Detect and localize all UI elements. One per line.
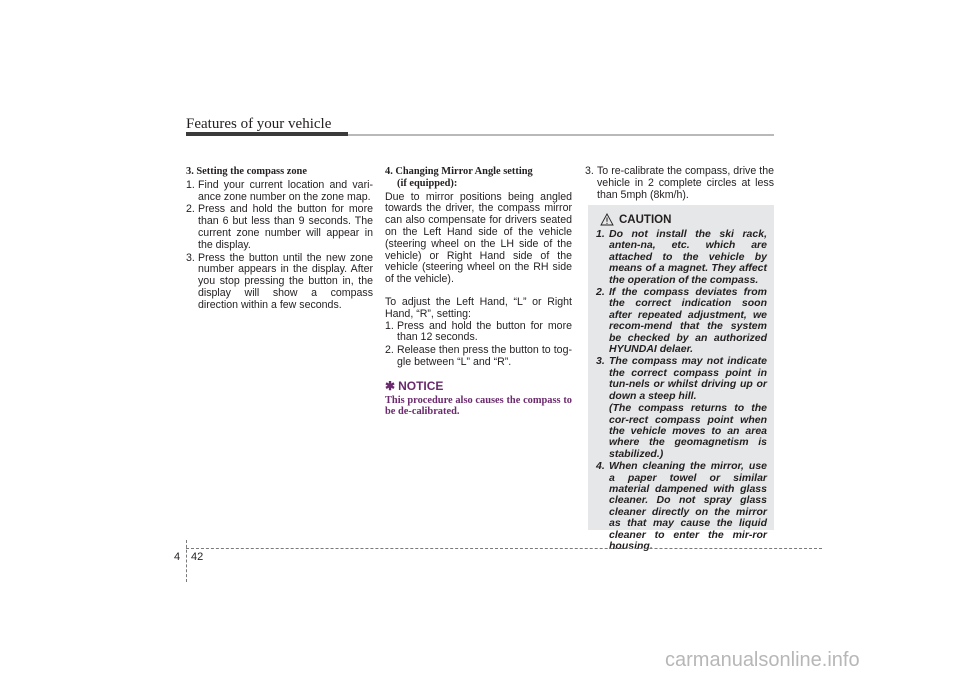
- item-text: If the compass deviates from the correct indication soon after repeated adjustment, we recom-mend that the system be checked by an authorized HYUNDAI delaer.: [609, 286, 767, 356]
- list-item: [385, 321, 572, 345]
- footer-rule: [186, 548, 822, 549]
- list-item: [385, 345, 572, 369]
- caution-title: CAUTION: [619, 213, 672, 226]
- item-text: Press and hold the button for more than 12 seconds.: [397, 319, 572, 344]
- section-title-compass-zone: 3. Setting the compass zone: [186, 166, 307, 177]
- item-number: 3.: [585, 165, 594, 177]
- section-title-main: 4. Changing Mirror Angle setting: [385, 166, 533, 177]
- warning-triangle-icon: [600, 213, 614, 226]
- notice-body: This procedure also causes the compass to be de-calibrated.: [385, 394, 572, 418]
- item-number: 3.: [186, 251, 195, 264]
- item-text: Press the button until the new zone number appears in the display. After you stop pressing the button in, the display will show a compass direction within a few seconds.: [198, 251, 373, 311]
- caution-item: [596, 287, 767, 355]
- caution-box: [588, 205, 774, 552]
- header-rule-dark: [186, 132, 348, 136]
- caution-item: [596, 461, 767, 552]
- item-number: 1.: [385, 319, 394, 332]
- item-text: Do not install the ski rack, anten-na, etc. which are attached to the vehicle by means of a magnet. They affect the operation of the compass.: [609, 228, 767, 286]
- notice-title: NOTICE: [398, 378, 444, 393]
- page-number: 42: [191, 551, 204, 563]
- footer-divider: [186, 540, 187, 582]
- item-number: 1.: [596, 228, 605, 240]
- item-note: (The compass returns to the cor-rect compass point when the vehicle moves to an area where the geomagnetism is stabilized.): [609, 402, 767, 460]
- list-item: [186, 180, 373, 204]
- column-mirror-angle: [385, 166, 572, 418]
- column-compass-zone: [186, 166, 373, 313]
- list-item: [585, 166, 774, 201]
- item-number: 2.: [596, 286, 605, 299]
- chapter-number: 4: [174, 551, 181, 563]
- paragraph-mirror-positions: Due to mirror positions being angled towards the driver, the compass mirror can also compensate for drivers seated on the Left Hand side of the vehicle (steering wheel on the LH side of the vehicle) or Right Hand side of the vehicle (steering wheel on the RH side of the vehicle).: [385, 190, 572, 286]
- caution-item: [596, 229, 767, 286]
- section-title-mirror-angle: [385, 166, 572, 190]
- item-number: 3.: [596, 355, 605, 368]
- item-text: When cleaning the mirror, use a paper towel or similar material dampened with glass cleaner. Do not spray glass cleaner directly on the mirror as that may cause the liquid cleaner to enter the mir-ror housing.: [609, 460, 767, 552]
- item-number: 1.: [186, 178, 195, 191]
- item-text: The compass may not indicate the correct compass point in tun-nels or whilst driving up or down a steep hill.: [609, 355, 767, 402]
- notice-heading: [385, 378, 572, 393]
- item-text: Release then press the button to tog-gle between “L” and “R”.: [397, 344, 572, 368]
- column-recalibrate: [585, 166, 774, 202]
- header-rule-light: [348, 134, 774, 136]
- caution-heading: [600, 213, 767, 226]
- watermark-text: carmanualsonline.info: [665, 649, 860, 671]
- item-number: 4.: [596, 460, 605, 473]
- item-number: 2.: [186, 203, 195, 216]
- section-title-sub: (if equipped):: [397, 177, 458, 189]
- list-item: [186, 253, 373, 312]
- paragraph-adjust-setting: To adjust the Left Hand, “L” or Right Hand, “R”, setting:: [385, 295, 572, 320]
- list-item: [186, 204, 373, 251]
- page-header-title: Features of your vehicle: [186, 116, 332, 132]
- notice-icon: ✱: [385, 378, 396, 393]
- item-number: 2.: [385, 344, 394, 357]
- item-text: Press and hold the button for more than 6 but less than 9 seconds. The current zone number will appear in the display.: [198, 203, 373, 251]
- caution-item: [596, 356, 767, 460]
- item-text: To re-calibrate the compass, drive the vehicle in 2 complete circles at less than 5mph (8km/h).: [597, 165, 774, 201]
- item-text: Find your current location and vari-ance zone number on the zone map.: [198, 178, 373, 203]
